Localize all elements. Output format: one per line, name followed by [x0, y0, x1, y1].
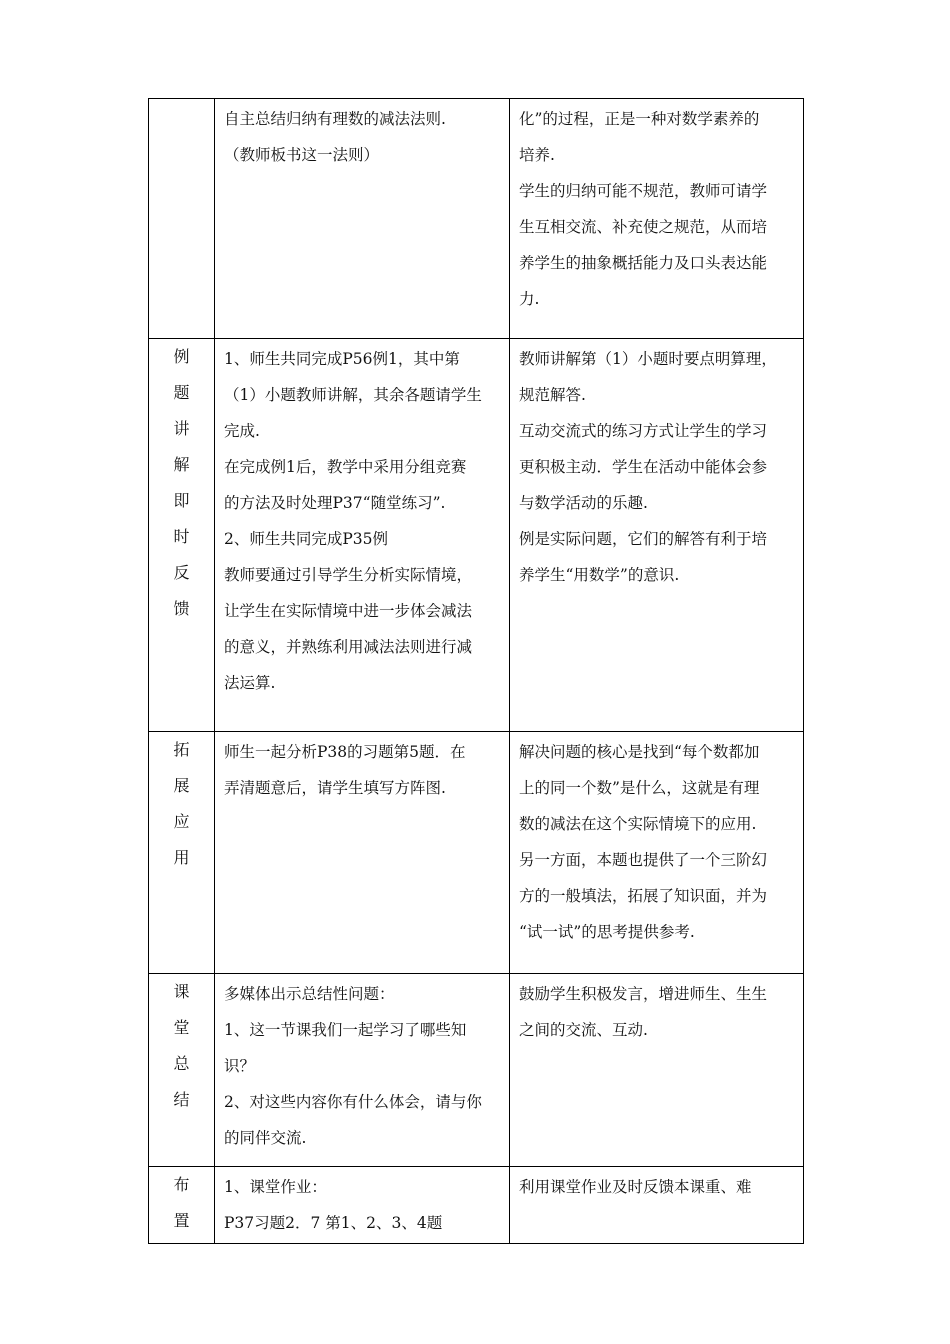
stage-char: 用: [173, 848, 190, 867]
table-row: [149, 974, 804, 1167]
activity-line: 的方法及时处理P37“随堂练习”.: [224, 494, 446, 512]
activity-line: 弄清题意后，请学生填写方阵图.: [224, 779, 446, 797]
table-row: [149, 99, 804, 339]
intent-line: 方的一般填法，拓展了知识面，并为: [519, 887, 768, 905]
intent-line: 数的减法在这个实际情境下的应用.: [519, 815, 757, 833]
stage-cell: [149, 99, 215, 339]
activity-line: 自主总结归纳有理数的减法法则.: [224, 110, 446, 128]
intent-line: 利用课堂作业及时反馈本课重、难: [519, 1178, 752, 1196]
intent-line: 规范解答.: [519, 386, 586, 404]
intent-line: 互动交流式的练习方式让学生的学习: [519, 422, 768, 440]
activity-cell: [215, 732, 510, 974]
activity-line: 的同伴交流.: [224, 1129, 307, 1147]
activity-line: 在完成例1后，教学中采用分组竞赛: [224, 458, 467, 476]
activity-cell: [215, 974, 510, 1167]
stage-char: 结: [173, 1090, 190, 1109]
intent-line: 学生的归纳可能不规范，教师可请学: [519, 182, 768, 200]
stage-char: 展: [173, 776, 190, 795]
intent-line: 与数学活动的乐趣.: [519, 494, 648, 512]
table-row: [149, 732, 804, 974]
activity-line: 师生一起分析P38的习题第5题．在: [224, 743, 466, 761]
activity-line: 2、师生共同完成P35例: [224, 530, 389, 548]
stage-char: 讲: [173, 419, 190, 438]
activity-line: 法运算.: [224, 674, 276, 692]
intent-line: 教师讲解第（1）小题时要点明算理，: [519, 350, 777, 368]
activity-line: 让学生在实际情境中进一步体会减法: [224, 602, 473, 620]
stage-char: 即: [173, 491, 190, 510]
intent-cell: [510, 732, 804, 974]
activity-line: 1、师生共同完成P56例1，其中第: [224, 350, 460, 368]
intent-cell: [510, 339, 804, 732]
intent-line: 另一方面，本题也提供了一个三阶幻: [519, 851, 768, 869]
activity-line: 2、对这些内容你有什么体会，请与你: [224, 1093, 482, 1111]
stage-cell: [149, 732, 215, 974]
activity-line: 识？: [224, 1057, 256, 1075]
intent-line: 解决问题的核心是找到“每个数都加: [519, 743, 760, 761]
stage-cell: [149, 1167, 215, 1244]
lesson-plan-table: [148, 98, 804, 1244]
stage-char: 例: [173, 347, 190, 366]
intent-cell: [510, 99, 804, 339]
stage-cell: [149, 974, 215, 1167]
intent-line: “试一试”的思考提供参考.: [519, 923, 695, 941]
activity-line: 1、课堂作业：: [224, 1178, 327, 1196]
intent-line: 上的同一个数”是什么，这就是有理: [519, 779, 760, 797]
stage-char: 应: [173, 812, 190, 831]
stage-char: 课: [173, 982, 190, 1001]
intent-line: 更积极主动．学生在活动中能体会参: [519, 458, 768, 476]
stage-char: 反: [173, 563, 190, 582]
stage-char: 置: [173, 1211, 190, 1230]
stage-char: 布: [173, 1175, 190, 1194]
activity-line: P37习题2．7 第1、2、3、4题: [224, 1214, 443, 1232]
intent-line: 养学生的抽象概括能力及口头表达能: [519, 254, 768, 272]
intent-line: 化”的过程，正是一种对数学素养的: [519, 110, 760, 128]
stage-char: 堂: [173, 1018, 190, 1037]
intent-cell: [510, 1167, 804, 1244]
stage-char: 时: [173, 527, 190, 546]
table-row: [149, 339, 804, 732]
activity-line: 完成.: [224, 422, 260, 440]
stage-char: 解: [173, 455, 190, 474]
stage-cell: [149, 339, 215, 732]
activity-line: （1）小题教师讲解，其余各题请学生: [224, 386, 482, 404]
intent-line: 养学生“用数学”的意识.: [519, 566, 680, 584]
activity-cell: [215, 339, 510, 732]
stage-char: 馈: [173, 599, 190, 618]
intent-line: 鼓励学生积极发言，增进师生、生生: [519, 985, 768, 1003]
intent-cell: [510, 974, 804, 1167]
activity-line: 1、这一节课我们一起学习了哪些知: [224, 1021, 467, 1039]
stage-char: 总: [173, 1054, 190, 1073]
activity-line: 教师要通过引导学生分析实际情境，: [224, 566, 473, 584]
activity-line: 多媒体出示总结性问题：: [224, 985, 395, 1003]
activity-line: 的意义，并熟练利用减法法则进行减: [224, 638, 473, 656]
activity-cell: [215, 99, 510, 339]
activity-line: （教师板书这一法则）: [224, 146, 380, 164]
lesson-plan-body: [149, 99, 804, 1244]
stage-char: 拓: [173, 740, 190, 759]
intent-line: 生互相交流、补充使之规范，从而培: [519, 218, 768, 236]
intent-line: 之间的交流、互动.: [519, 1021, 648, 1039]
table-row: [149, 1167, 804, 1244]
stage-char: 题: [173, 383, 190, 402]
intent-line: 例是实际问题，它们的解答有利于培: [519, 530, 768, 548]
intent-line: 力.: [519, 290, 540, 308]
intent-line: 培养.: [519, 146, 555, 164]
activity-cell: [215, 1167, 510, 1244]
